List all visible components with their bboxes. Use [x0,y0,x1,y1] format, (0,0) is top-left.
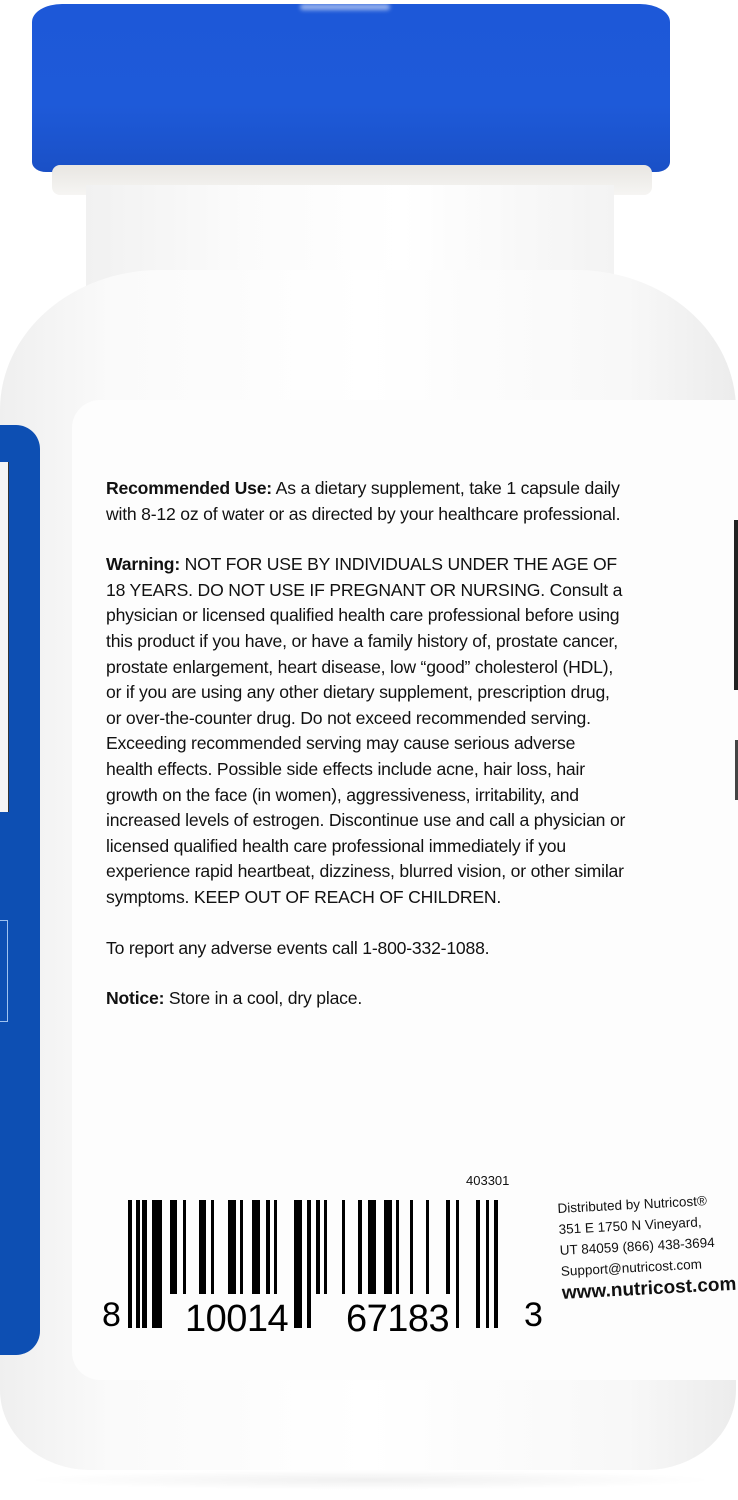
bottle-cap [32,4,670,172]
distributor-info [557,1189,738,1306]
barcode-digits-group2: 67183 [346,1298,450,1340]
adverse-events: To report any adverse events call 1-800-332-1088. [106,937,490,958]
barcode-digit-last: 3 [524,1296,543,1334]
distributor-website: www.nutricost.com [561,1273,737,1304]
barcode-digits-group1: 10014 [185,1298,289,1340]
cap-highlight [300,4,390,10]
distributor-line1: Distributed by Nutricost® [557,1193,708,1216]
distributor-email: Support@nutricost.com [560,1256,703,1279]
label-edge-mark [734,520,738,690]
notice-heading: Notice: [106,988,165,1009]
warning-text: NOT FOR USE BY INDIVIDUALS UNDER THE AGE OF 18 YEARS. DO NOT USE IF PREGNANT OR NURSING. Consult a physician or licensed qualified health care professional before using this product if you have, or have a family history of, prostate cancer, prostate enlargement, heart disease, low “good” cholesterol (HDL), or if you are using any other dietary supplement, prescription drug, or over-the-counter drug. Do not exceed recommended serving. Exceeding recommended serving may cause serious adverse health effects. Possible side effects include acne, hair loss, hair growth on the face (in women), aggressiveness, irritability, and increased levels of estrogen. Discontinue use and call a physician or licensed qualified health care professional immediately if you experience rapid heartbeat, dizziness, blurred vision, or other similar symptoms. KEEP OUT OF REACH OF CHILDREN. [106,554,626,907]
notice-text: Store in a cool, dry place. [164,988,363,1009]
label-strip-panel [0,462,9,812]
recommended-use-heading: Recommended Use: [106,478,272,498]
distributor-address-line: 351 E 1750 N Vineyard, [558,1214,702,1237]
notice [106,986,626,1012]
label-text [106,476,626,1037]
label-strip-box [0,920,8,1022]
warning [106,552,626,910]
lot-number: 403301 [466,1173,510,1188]
recommended-use-text: As a dietary supplement, take 1 capsule daily with 8-12 oz of water or as directed by your healthcare professional. [106,478,621,524]
recommended-use [106,476,626,527]
distributor-city-phone: UT 84059 (866) 438-3694 [559,1234,716,1258]
barcode-digit-first: 8 [102,1296,121,1334]
bottle-shadow [20,1470,720,1490]
warning-heading: Warning: [106,554,180,575]
